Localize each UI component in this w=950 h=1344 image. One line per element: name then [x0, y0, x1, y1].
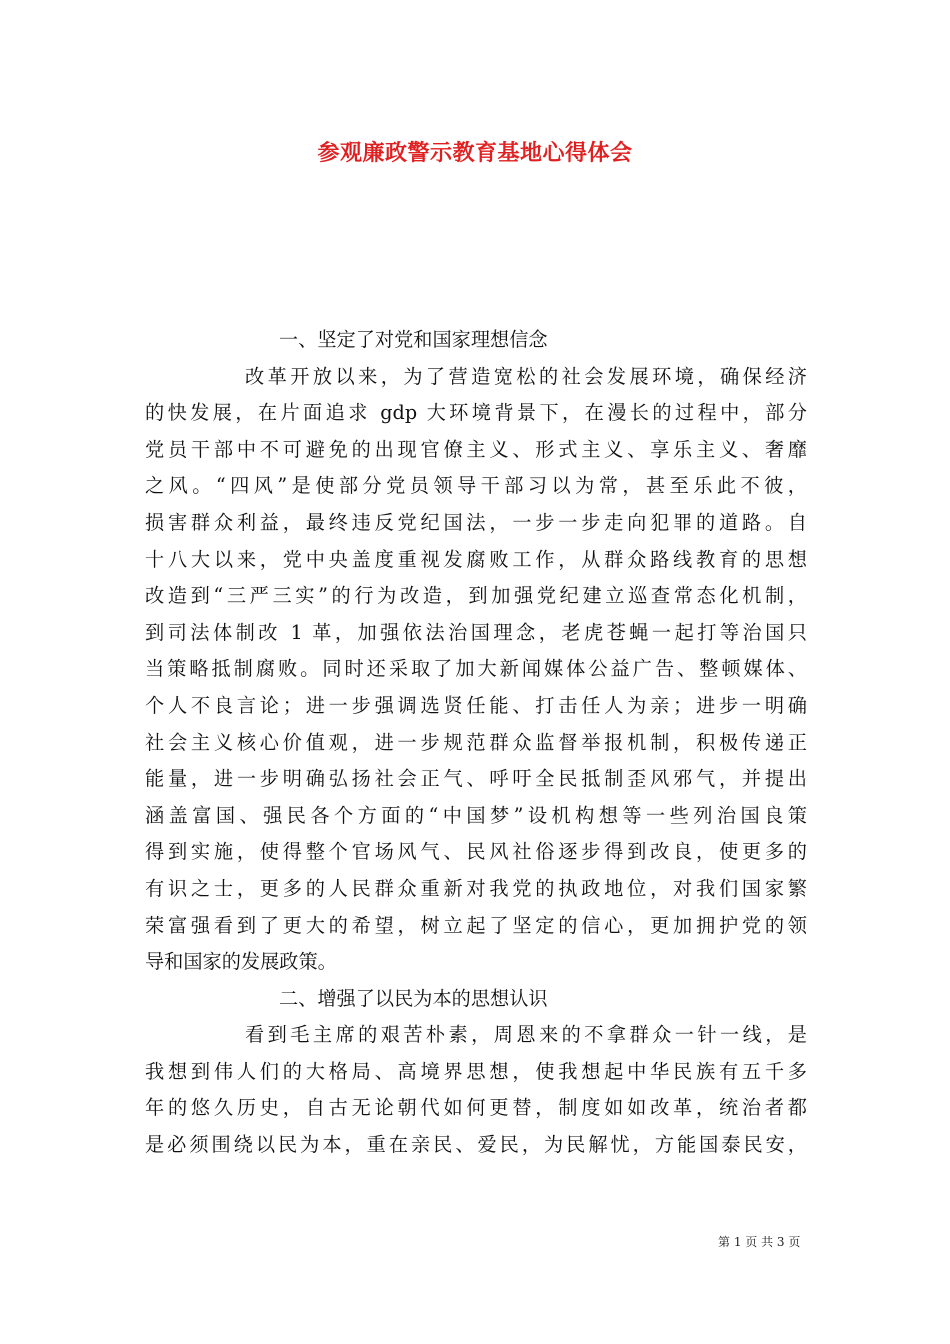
text-line: 我想到伟人们的大格局、高境界思想，使我想起中华民族有五千多	[145, 1059, 807, 1083]
text-line: 年的悠久历史，自古无论朝代如何更替，制度如如改革，统治者都	[145, 1096, 807, 1120]
text-line: 是必须围绕以民为本，重在亲民、爱民，为民解忧，方能国泰民安，	[145, 1133, 807, 1157]
text-line: 一、坚定了对党和国家理想信念	[279, 328, 548, 351]
text-line: 党员干部中不可避免的出现官僚主义、形式主义、享乐主义、奢靡	[145, 437, 807, 461]
text-line: 导和国家的发展政策。	[145, 950, 337, 974]
text-line: 二、增强了以民为本的思想认识	[279, 986, 548, 1010]
text-line: 看到毛主席的艰苦朴素，周恩来的不拿群众一针一线，是	[245, 1023, 807, 1047]
document-title: 参观廉政警示教育基地心得体会	[317, 140, 633, 166]
text-line: 社会主义核心价值观，进一步规范群众监督举报机制，积极传递正	[145, 730, 807, 754]
text-line: 改革开放以来，为了营造宽松的社会发展环境，确保经济	[245, 364, 807, 388]
text-line: 到司法体制改 1 革，加强依法治国理念，老虎苍蝇一起打等治国只	[145, 620, 807, 644]
text-line: 有识之士，更多的人民群众重新对我党的执政地位，对我们国家繁	[145, 876, 807, 900]
text-line: 的快发展，在片面追求 gdp 大环境背景下，在漫长的过程中，部分	[145, 401, 807, 425]
text-line: 荣富强看到了更大的希望，树立起了坚定的信心，更加拥护党的领	[145, 913, 807, 937]
text-line: 个人不良言论；进一步强调选贤任能、打击任人为亲；进步一明确	[145, 693, 807, 717]
text-line: 改造到“三严三实”的行为改造，到加强党纪建立巡查常态化机制，	[145, 584, 807, 608]
text-line: 涵盖富国、强民各个方面的“中国梦”设机构想等一些列治国良策	[145, 803, 807, 827]
text-line: 得到实施，使得整个官场风气、民风社俗逐步得到改良，使更多的	[145, 840, 807, 864]
text-line: 十八大以来，党中央盖度重视发腐败工作，从群众路线教育的思想	[145, 547, 807, 571]
text-line: 损害群众利益，最终违反党纪国法，一步一步走向犯罪的道路。自	[145, 510, 807, 534]
text-line: 之风。“四风”是使部分党员领导干部习以为常，甚至乐此不彼，	[145, 474, 807, 498]
text-line: 能量，进一步明确弘扬社会正气、呼吁全民抵制歪风邪气，并提出	[145, 767, 807, 791]
text-line: 当策略抵制腐败。同时还采取了加大新闻媒体公益广告、整顿媒体、	[145, 657, 807, 681]
document-body	[145, 322, 807, 1164]
page-number: 第 1 页 共 3 页	[718, 1235, 801, 1249]
